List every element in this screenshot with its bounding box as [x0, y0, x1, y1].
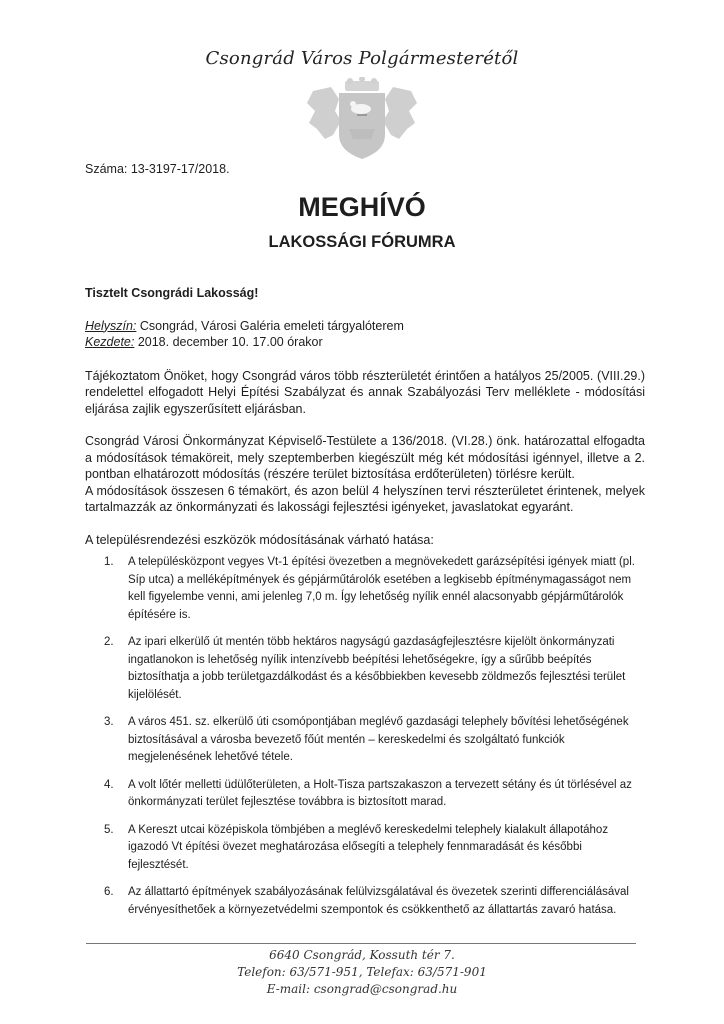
item-number: 5. [104, 823, 114, 836]
body-column [85, 161, 645, 919]
footer-divider [86, 943, 636, 944]
item-text: A volt lőtér melletti üdülőterületen, a Holt-Tisza partszakaszon a tervezett sétány és út törlésével az önkormányzati terület fejlesztése továbbra is biztosított marad. [128, 778, 632, 808]
location-value: Csongrád, Városi Galéria emeleti tárgyalóterem [136, 318, 404, 333]
item-number: 4. [104, 778, 114, 791]
location-label: Helyszín: [85, 318, 137, 333]
item-number: 6. [104, 886, 114, 898]
item-text: Az ipari elkerülő út mentén több hektáros nagyságú gazdaságfejlesztésre kijelölt önkormányzati ingatlanokon is lehetőség nyílik intenzívebb beépítési lehetőségekre, így a sűrűbb beépítés biztosíthatja a jobb területgazdálkodást és a későbbiekben kevesebb zöldmezős fejlesztési terület kijelölését. [128, 636, 626, 701]
item-text: A város 451. sz. elkerülő úti csomópontjában meglévő gazdasági telephely bővítési lehetőségének biztosításával a városba bevezető főút mentén – kereskedelmi és szolgáltató funkciók megjelenésének lehetővé tétele. [128, 716, 629, 763]
item-number: 3. [104, 716, 114, 728]
item-text: A Kereszt utcai középiskola tömbjében a meglévő kereskedelmi telephely kialakult állapotához igazodó Vt építési övezet meghatározása elősegíti a telephely fennmaradását és későbbi fejlesztését. [128, 823, 609, 871]
list-item [104, 884, 645, 919]
intro-paragraph: Tájékoztatom Önöket, hogy Csongrád város több részterületét érintően a hatályos 25/2005. (VIII.29.) rendelettel elfogadott Helyi Építési Szabályzat és annak Szabályozási Terv melléklete - módosítási eljárása zajlik egyszerűsített eljárásban. [85, 368, 645, 416]
footer [0, 947, 724, 1018]
start-label: Kezdete: [85, 335, 135, 349]
footer-email[interactable]: E-mail: csongrad@csongrad.hu [266, 982, 458, 996]
list-item [104, 777, 645, 812]
list-item [104, 554, 645, 624]
list-item [104, 714, 645, 767]
item-number: 2. [104, 636, 114, 648]
list-item [104, 634, 645, 704]
document-subtitle: LAKOSSÁGI FÓRUMRA [268, 233, 456, 251]
crest-container [0, 77, 724, 161]
item-number: 1. [104, 556, 114, 568]
impacts-list [104, 554, 645, 919]
event-location [85, 318, 645, 335]
decision-text: Csongrád Városi Önkormányzat Képviselő-Testülete a 136/2018. (VI.28.) önk. határozattal elfogadta a módosítások témaköreit, mely szeptemberben kiegészült még két módosítási igénnyel, illetve a 2. pontban elhatározott módosítás (részére terület biztosítása erdőterületen) törlésre került. [85, 434, 645, 481]
salutation: Tisztelt Csongrádi Lakosság! [85, 286, 259, 300]
list-item [104, 822, 645, 875]
event-details [85, 318, 645, 351]
event-start [85, 334, 645, 351]
letterhead-title: Csongrád Város Polgármesterétől [205, 48, 519, 69]
document-title: MEGHÍVÓ [298, 192, 426, 222]
decision-paragraph [85, 433, 645, 516]
footer-address: 6640 Csongrád, Kossuth tér 7. [269, 948, 455, 962]
summary-text: A módosítások összesen 6 témakört, és azon belül 4 helyszínen tervi részterületet érintenek, melyek tartalmazzák az önkormányzati és lakossági fejlesztési igényeket, javaslatokat egyaránt. [85, 483, 645, 514]
footer-phone: Telefon: 63/571-951, Telefax: 63/571-901 [237, 965, 487, 979]
impacts-heading: A településrendezési eszközök módosításának várható hatása: [85, 532, 434, 547]
item-text: Az állattartó építmények szabályozásának felülvizsgálatával és övezetek szerinti differenciálásával érvényesíthetőek a környezetvédelmi szempontok és csökkenthető az állattartás zavaró hatása. [128, 886, 629, 916]
item-text: A településközpont vegyes Vt-1 építési övezetben a megnövekedett garázsépítési igények miatt (pl. Síp utca) a melléképítmények és gépjárműtárolók esetében a legkisebb építménymagasságot nem kell figyelembe venni, ami jelenleg 7,0 m. Így lehetőség nyílik ennél alacsonyabb gépjárműtárolók építésére is. [128, 556, 635, 621]
start-value: 2018. december 10. 17.00 órakor [134, 335, 323, 349]
coat-of-arms-icon [295, 77, 429, 161]
reference-number: Száma: 13-3197-17/2018. [85, 162, 230, 176]
